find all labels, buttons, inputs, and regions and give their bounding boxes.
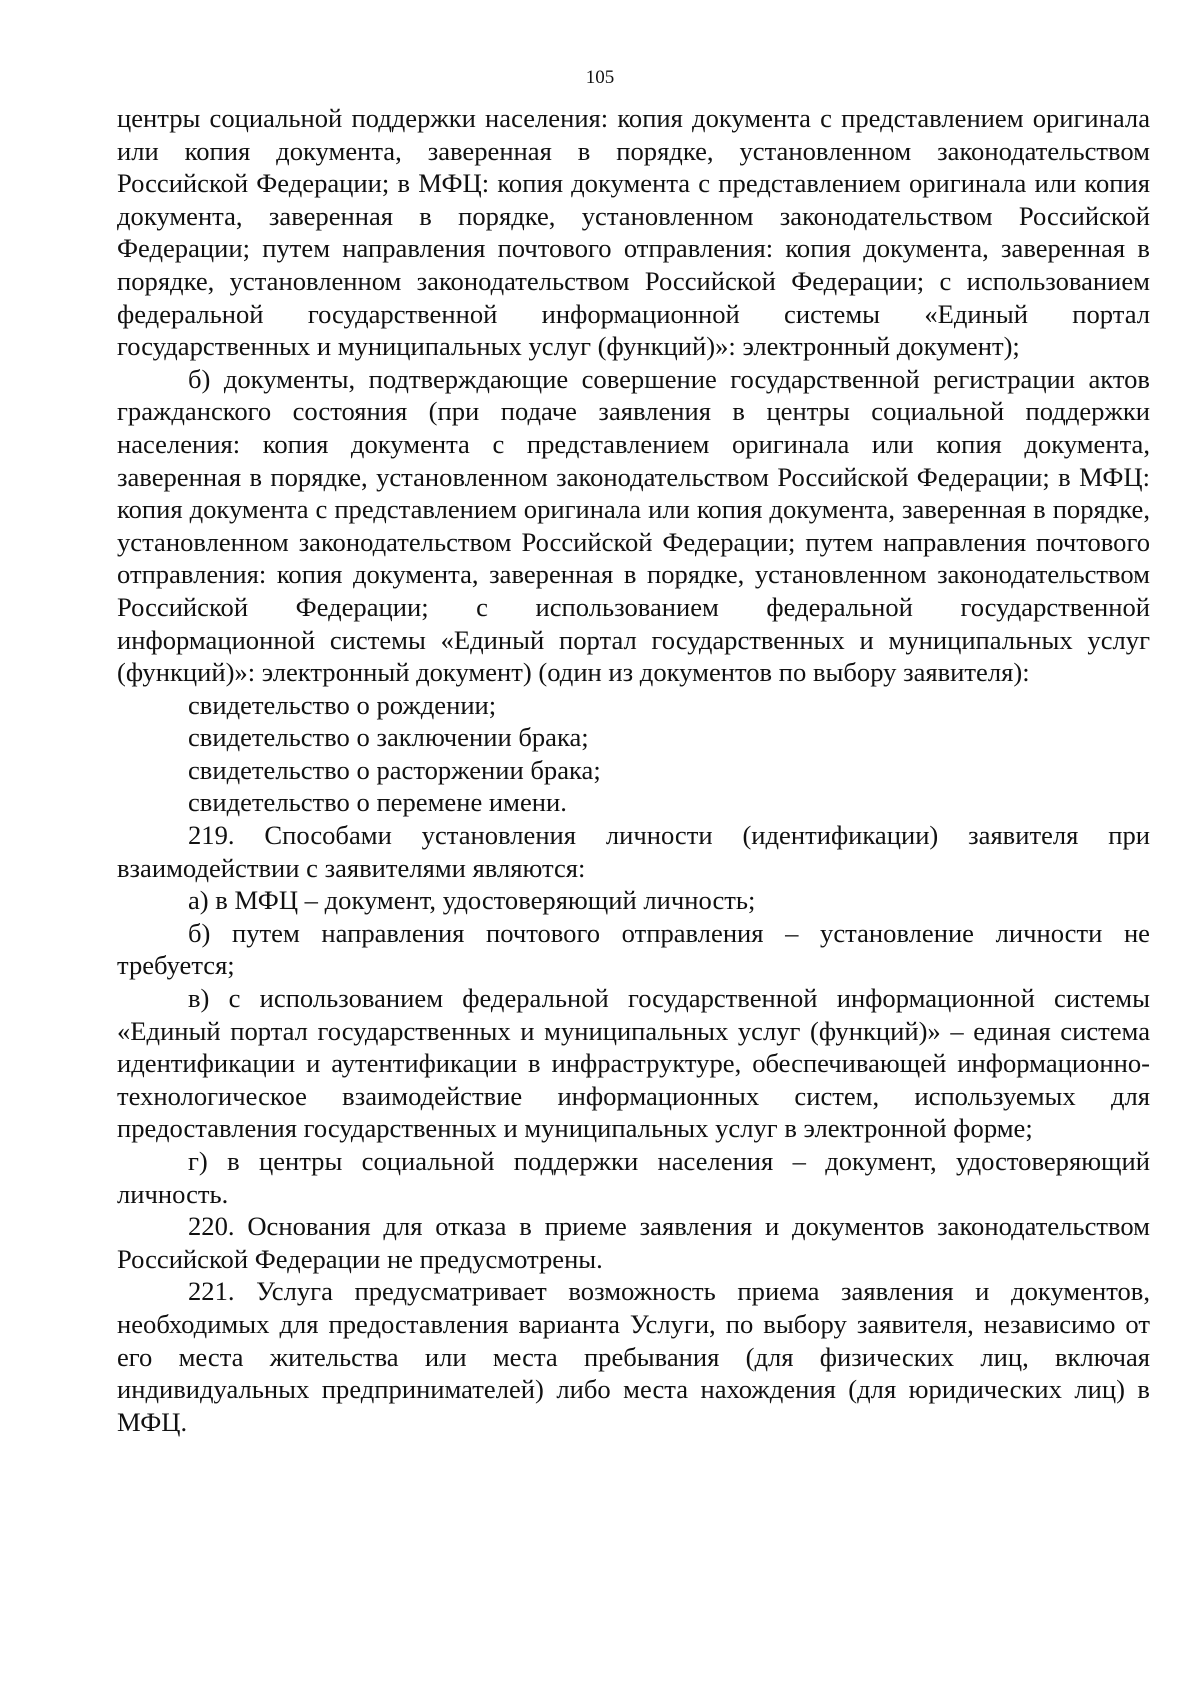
- paragraph-221: 221. Услуга предусматривает возможность приема заявления и документов, необходимых для предоставления варианта Услуги, по выбору заявителя, независимо от его места жительства или места пребывания (для физических лиц, включая индивидуальных предпринимателей) либо места нахождения (для юридических лиц) в МФЦ.: [117, 1276, 1150, 1437]
- paragraph-219-b: б) путем направления почтового отправления – установление личности не требуется;: [117, 917, 1150, 981]
- paragraph-219-v: в) с использованием федеральной государственной информационной системы «Единый портал государственных и муниципальных услуг (функций)» – единая система идентификации и аутентификации в инфраструктуре, обеспечивающей информационно-технологическое взаимодействие информационных систем, используемых для предоставления государственных и муниципальных услуг в электронной форме;: [117, 983, 1150, 1144]
- paragraph-219-a: а) в МФЦ – документ, удостоверяющий личность;: [188, 885, 756, 916]
- paragraph-continuation: центры социальной поддержки населения: копия документа с представлением оригинала или копия документа, заверенная в порядке, установленном законодательством Российской Федерации; в МФЦ: копия документа с представлением оригинала или копия документа, заверенная в порядке, установленном законодательством Российской Федерации; путем направления почтового отправления: копия документа, заверенная в порядке, установленном законодательством Российской Федерации; с использованием федеральной государственной информационной системы «Единый портал государственных и муниципальных услуг (функций)»: электронный документ);: [117, 103, 1150, 362]
- paragraph-item-b-documents: б) документы, подтверждающие совершение государственной регистрации актов гражданского состояния (при подаче заявления в центры социальной поддержки населения: копия документа с представлением оригинала или копия документа, заверенная в порядке, установленном законодательством Российской Федерации; в МФЦ: копия документа с представлением оригинала или копия документа, заверенная в порядке, установленном законодательством Российской Федерации; путем направления почтового отправления: копия документа, заверенная в порядке, установленном законодательством Российской Федерации; с использованием федеральной государственной информационной системы «Единый портал государственных и муниципальных услуг (функций)»: электронный документ) (один из документов по выбору заявителя):: [117, 363, 1150, 688]
- list-item-marriage-certificate: свидетельство о заключении брака;: [188, 722, 589, 753]
- list-item-birth-certificate: свидетельство о рождении;: [188, 689, 497, 720]
- list-item-divorce-certificate: свидетельство о расторжении брака;: [188, 754, 601, 785]
- paragraph-220: 220. Основания для отказа в приеме заявления и документов законодательством Российской Федерации не предусмотрены.: [117, 1211, 1150, 1274]
- document-body: [117, 102, 1150, 1438]
- paragraph-219-g: г) в центры социальной поддержки населения – документ, удостоверяющий личность.: [117, 1146, 1150, 1209]
- page-number: 105: [585, 67, 615, 88]
- paragraph-219: 219. Способами установления личности (идентификации) заявителя при взаимодействии с заявителями являются:: [117, 820, 1150, 883]
- list-item-name-change-certificate: свидетельство о перемене имени.: [188, 787, 567, 818]
